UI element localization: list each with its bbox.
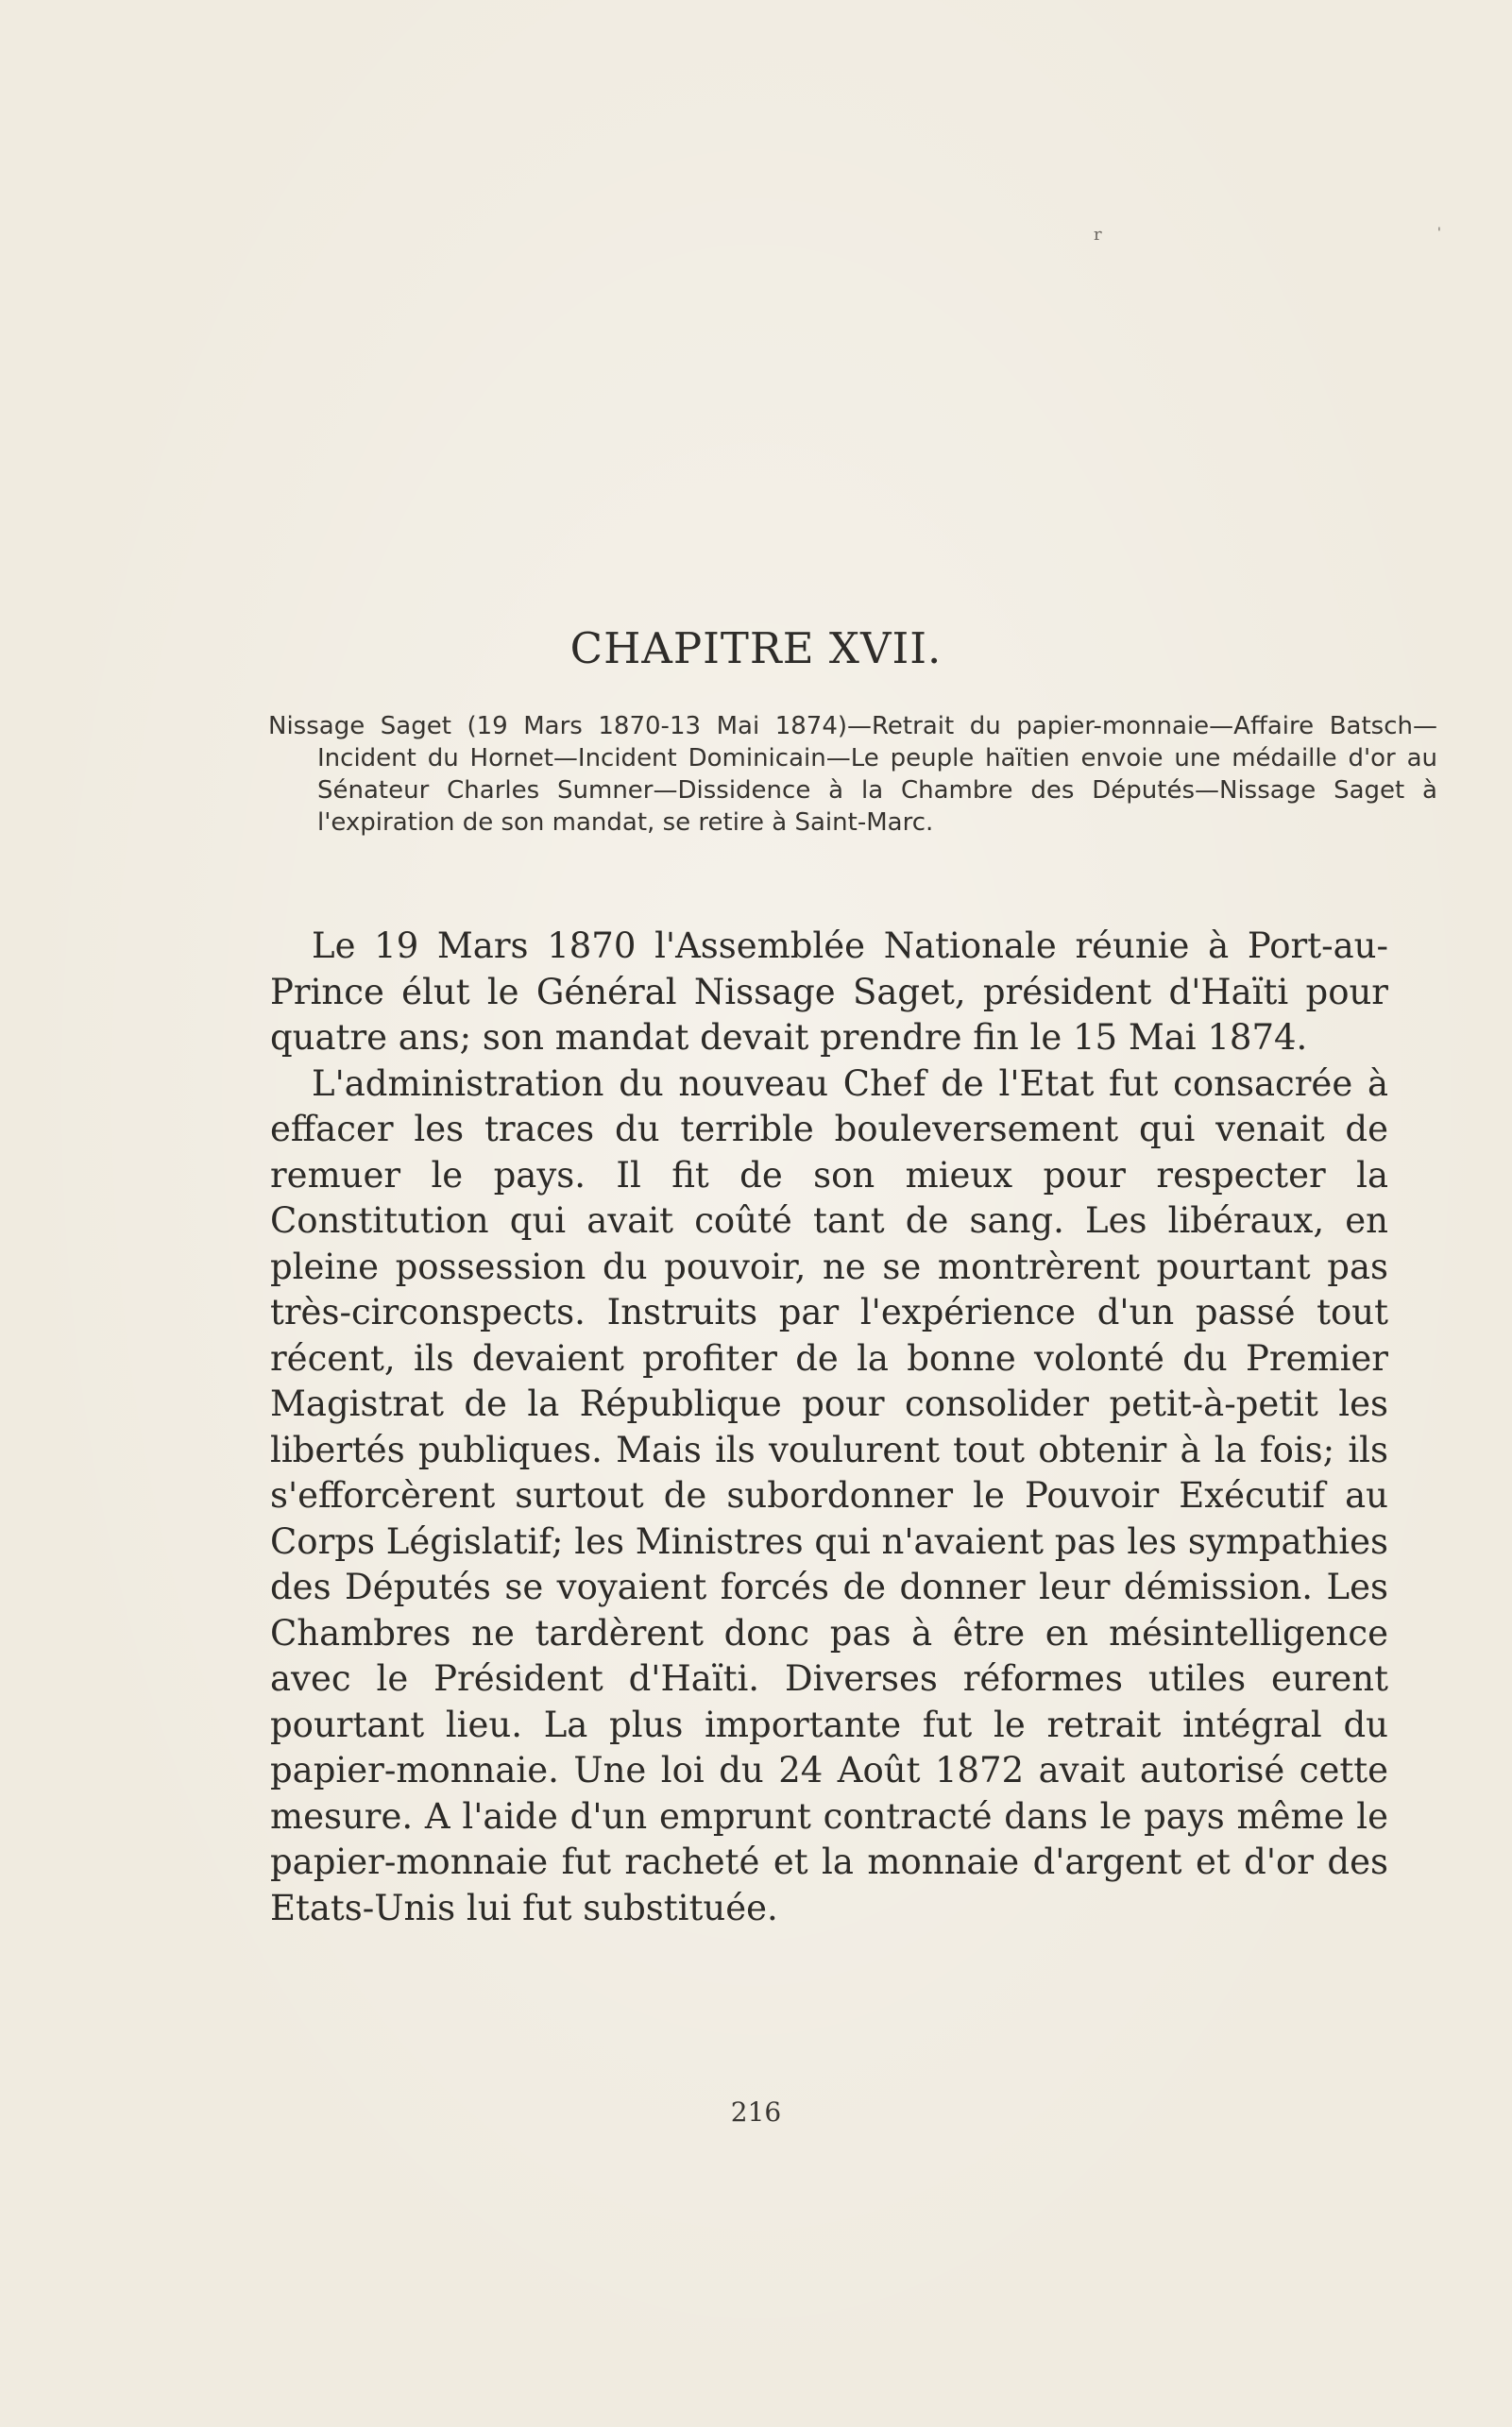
body-text (270, 924, 1388, 1931)
paragraph: L'administration du nouveau Chef de l'Etat fut consacrée à effacer les traces du terrible bouleversement qui venait de remuer le pays. Il fit de son mieux pour respecter la Constitution qui avait coûté tant de sang. Les libéraux, en pleine possession du pouvoir, ne se montrèrent pourtant pas très-circonspects. Instruits par l'expérience d'un passé tout récent, ils devaient profiter de la bonne volonté du Premier Magistrat de la République pour consolider petit-à-petit les libertés publiques. Mais ils voulurent tout obtenir à la fois; ils s'efforcèrent surtout de subordonner le Pouvoir Exécutif au Corps Législatif; les Ministres qui n'avaient pas les sympathies des Députés se voyaient forcés de donner leur démission. Les Chambres ne tardèrent donc pas à être en mésintelligence avec le Président d'Haïti. Diverses réformes utiles eurent pourtant lieu. La plus importante fut le retrait intégral du papier-monnaie. Une loi du 24 Août 1872 avait autorisé cette mesure. A l'aide d'un emprunt contracté dans le pays même le papier-monnaie fut racheté et la monnaie d'argent et d'or des Etats-Unis lui fut substituée. (270, 1062, 1388, 1928)
chapter-summary: Nissage Saget (19 Mars 1870-13 Mai 1874)—Retrait du papier-monnaie—Affaire Batsch—Incident du Hornet—Incident Dominicain—Le peuple haïtien envoie une médaille d'or au Sénateur Charles Sumner—Dissidence à la Chambre des Députés—Nissage Saget à l'expiration de son mandat, se retire à Saint-Marc. (268, 712, 1437, 837)
page-number: 216 (730, 2096, 782, 2128)
stray-mark: r (1094, 225, 1102, 245)
chapter-title: CHAPITRE XVII. (569, 623, 943, 673)
stray-mark: ' (1437, 226, 1441, 241)
paragraph: Le 19 Mars 1870 l'Assemblée Nationale réunie à Port-au-Prince élut le Général Nissage Saget, président d'Haïti pour quatre ans; son mandat devait prendre fin le 15 Mai 1874. (270, 925, 1388, 1058)
